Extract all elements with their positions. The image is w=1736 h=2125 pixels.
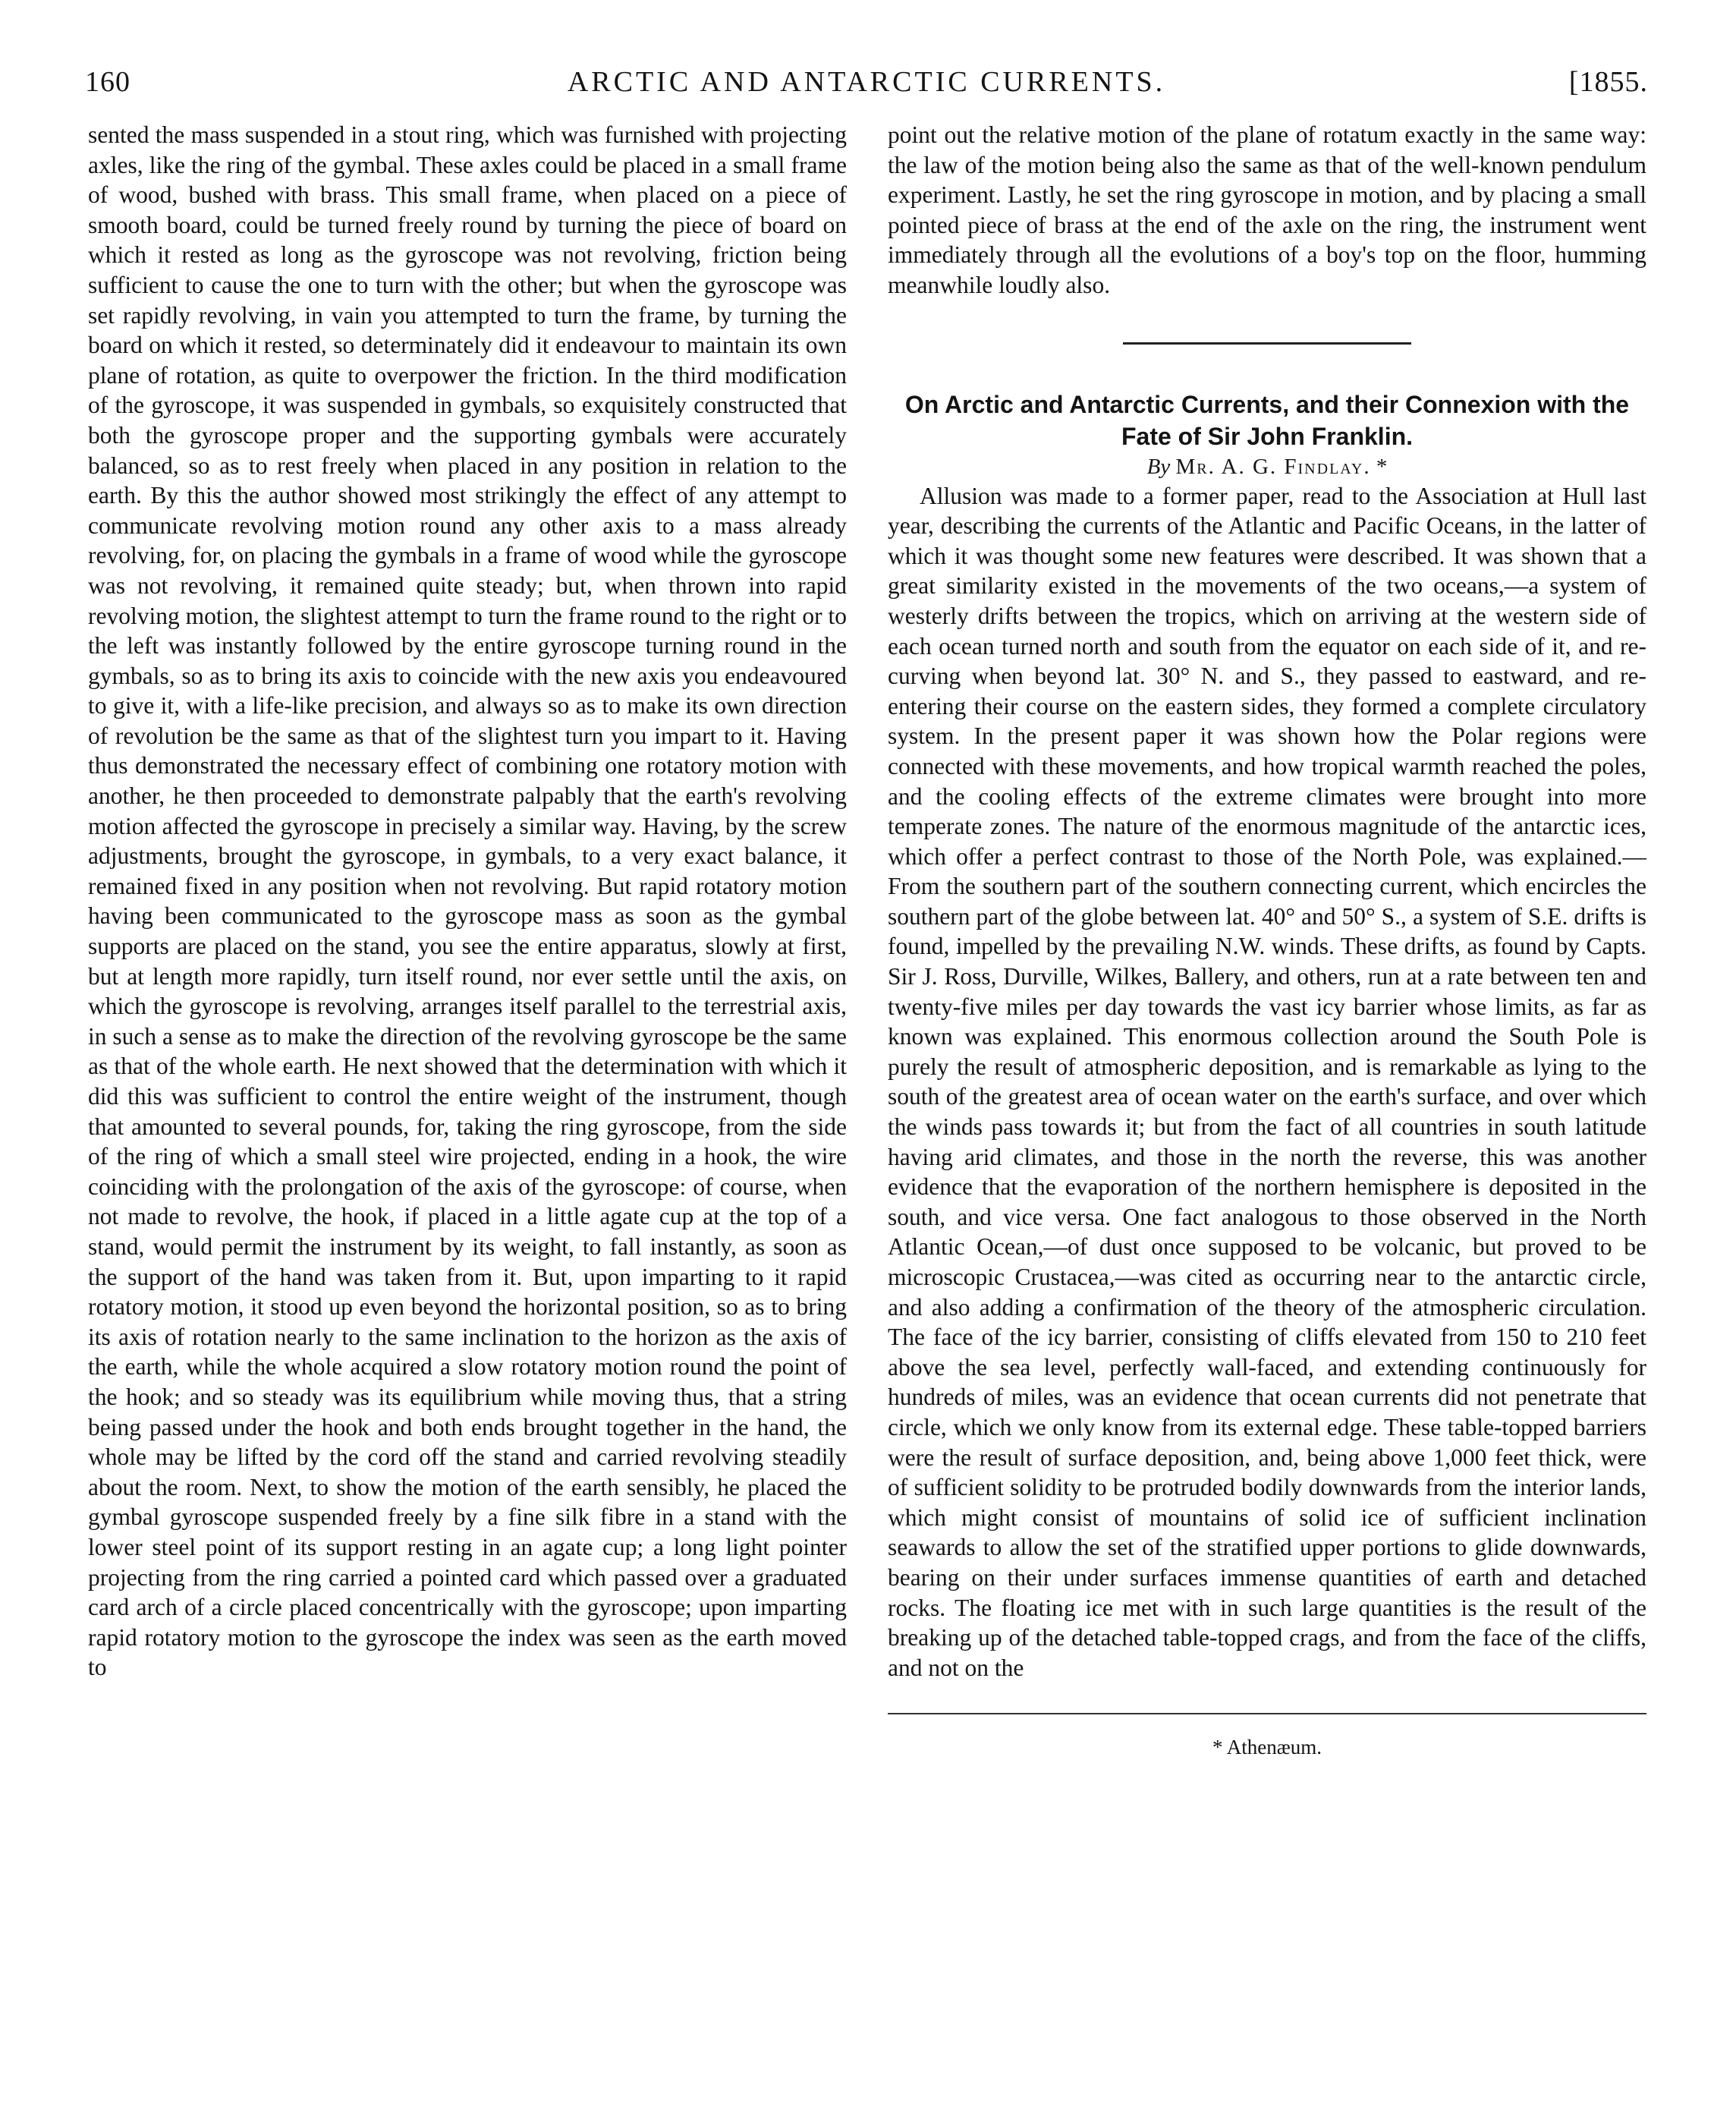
page-number: 160 (85, 66, 131, 98)
footnote-mark: * (1376, 454, 1388, 479)
article-title: On Arctic and Antarctic Currents, and their Connexion with the Fate of Sir John Franklin. (904, 390, 1630, 450)
left-column (88, 120, 847, 1683)
byline-prefix: By (1146, 454, 1171, 479)
running-head (85, 59, 1648, 105)
year-marker: [1855. (1568, 66, 1648, 98)
byline-author: Mr. A. G. Findlay. (1175, 454, 1371, 479)
byline (888, 452, 1646, 481)
section-divider (1123, 342, 1411, 345)
footnote-rule (888, 1713, 1646, 1714)
continuation-paragraph: point out the relative motion of the plane of rotatum exactly in the same way: the law of the motion being also the same as that of the well-known pendulum experiment. Lastly, he set the ring gyroscope in motion, and by placing a small pointed piece of brass at the end of the axle on the ring, the instrument went immediately through all the evolutions of a boy's top on the floor, humming meanwhile loudly also. (888, 121, 1646, 298)
running-title: ARCTIC AND ANTARCTIC CURRENTS. (567, 66, 1166, 98)
right-column (888, 120, 1646, 1760)
left-column-text: sented the mass suspended in a stout ring, which was furnished with projecting axles, like the ring of the gymbal. These axles could be placed in a small frame of wood, bushed with brass. This small frame, when placed on a piece of smooth board, could be turned freely round by turning the piece of board on which it rested as long as the gyroscope was not revolving, friction being sufficient to cause the one to turn with the other; but when the gyroscope was set rapidly revolving, in vain you attempted to turn the frame, by turning the board on which it rested, so determinately did it endeavour to maintain its own plane of rotation, as quite to overpower the friction. In the third modification of the gyroscope, it was suspended in gymbals, so exquisitely constructed that both the gyroscope proper and the supporting gymbals were accurately balanced, so as to rest freely when placed in any position in relation to the earth. By this the author showed most strikingly the effect of any attempt to communicate revolving motion round any other axis to a mass already revolving, for, on placing the gymbals in a frame of wood while the gyroscope was not revolving, it remained quite steady; but, when thrown into rapid revolving motion, the slightest attempt to turn the frame round to the right or to the left was instantly followed by the entire gyroscope turning round in the gymbals, so as to bring its axis to coincide with the new axis you endeavoured to give it, with a life-like precision, and always so as to make its own direction of revolution be the same as that of the slightest turn you impart to it. Having thus demonstrated the necessary effect of combining one rotatory motion with another, he then proceeded to demonstrate palpably that the earth's revolving motion affected the gyroscope in precisely a similar way. Having, by the screw adjustments, brought the gyroscope, in gymbals, to a very exact balance, it remained fixed in any position when not revolving. But rapid rotatory motion having been communicated to the gyroscope mass as soon as the gymbal supports are placed on the stand, you see the entire apparatus, slowly at first, but at length more rapidly, turn itself round, nor ever settle until the axis, on which the gyroscope is revolving, arranges itself parallel to the terrestrial axis, in such a sense as to make the direction of the revolving gyroscope be the same as that of the whole earth. He next showed that the determination with which it did this was sufficient to control the entire weight of the instrument, though that amounted to several pounds, for, taking the ring gyroscope, from the side of the ring of which a small steel wire projected, ending in a hook, the wire coinciding with the prolongation of the axis of the gyroscope: of course, when not made to revolve, the hook, if placed in a little agate cup at the top of a stand, would permit the instrument by its weight, to fall instantly, as soon as the support of the hand was taken from it. But, upon imparting to it rapid rotatory motion, it stood up even beyond the horizontal position, so as to bring its axis of rotation nearly to the same inclination to the horizon as the axis of the earth, while the whole acquired a slow rotatory motion round the point of the hook; and so steady was its equilibrium while moving thus, that a string being passed under the hook and both ends brought together in the hand, the whole may be lifted by the cord off the stand and carried revolving steadily about the room. Next, to show the motion of the earth sensibly, he placed the gymbal gyroscope suspended freely by a fine silk fibre in a stand with the lower steel point of its support resting in an agate cup; a long light pointer projecting from the ring carried a pointed card which passed over a graduated card arch of a circle placed concentrically with the gyroscope; upon imparting rapid rotatory motion to the gyroscope the index was seen as the earth moved to (88, 121, 847, 1681)
footnote: * Athenæum. (1212, 1736, 1322, 1759)
article-body: Allusion was made to a former paper, read to the Association at Hull last year, describing the currents of the Atlantic and Pacific Oceans, in the latter of which it was thought some new features were described. It was shown that a great similarity existed in the movements of the two oceans,—a system of westerly drifts between the tropics, which on arriving at the western side of each ocean turned north and south from the equator on each side of it, and re-curving when beyond lat. 30° N. and S., they passed to eastward, and re-entering their course on the eastern sides, they formed a complete circulatory system. In the present paper it was shown how the Polar regions were connected with these movements, and how tropical warmth reached the poles, and the cooling effects of the extreme climates were brought into more temperate zones. The nature of the enormous magnitude of the antarctic ices, which offer a perfect contrast to those of the North Pole, was explained.—From the southern part of the southern connecting current, which encircles the southern part of the globe between lat. 40° and 50° S., a system of S.E. drifts is found, impelled by the prevailing N.W. winds. These drifts, as found by Capts. Sir J. Ross, Durville, Wilkes, Ballery, and others, run at a rate between ten and twenty-five miles per day towards the vast icy barrier whose limits, as far as known was explained. This enormous collection around the South Pole is purely the result of atmospheric deposition, and is remarkable as lying to the south of the greatest area of ocean water on the earth's surface, and over which the winds pass towards it; but from the fact of all countries in south latitude having arid climates, and those in the north the reverse, this was another evidence that the evaporation of the northern hemisphere is deposited in the south, and vice versa. One fact analogous to those observed in the North Atlantic Ocean,—of dust once supposed to be volcanic, but proved to be microscopic Crustacea,—was cited as occurring near to the antarctic circle, and also adding a confirmation of the theory of the atmospheric circulation. The face of the icy barrier, consisting of cliffs elevated from 150 to 210 feet above the sea level, perfectly wall-faced, and extending continuously for hundreds of miles, was an evidence that ocean currents did not penetrate that circle, which we only know from its external edge. These table-topped barriers were the result of surface deposition, and, being above 1,000 feet thick, were of sufficient solidity to be protruded bodily downwards from the interior lands, which might consist of mountains of solid ice of sufficient inclination seawards to allow the set of the stratified upper portions to glide downwards, bearing on their under surfaces immense quantities of earth and detached rocks. The floating ice met with in such large quantities is the result of the breaking up of the detached table-topped crags, and from the face of the cliffs, and not on the (888, 482, 1646, 1681)
